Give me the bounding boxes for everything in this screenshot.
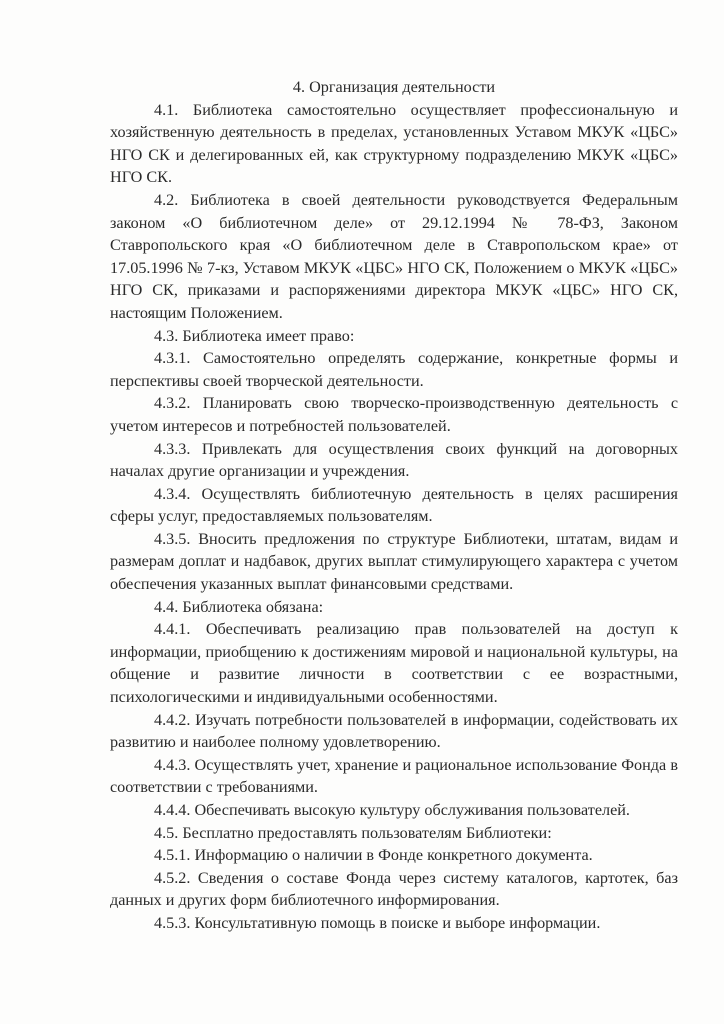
- section-title: 4. Организация деятельности: [292, 78, 496, 96]
- paragraph-4-3-1: 4.3.1. Самостоятельно определять содержание, конкретные формы и перспективы своей творческой деятельности.: [110, 349, 678, 390]
- paragraph-4-5-2: 4.5.2. Сведения о составе Фонда через систему каталогов, картотек, баз данных и других форм библиотечного информирования.: [110, 868, 678, 910]
- paragraph-4-4-2: 4.4.2. Изучать потребности пользователей в информации, содействовать их развитию и наиболее полному удовлетворению.: [110, 710, 678, 752]
- paragraph-4-4-1: 4.4.1. Обеспечивать реализацию прав пользователей на доступ к информации, приобщению к достижениям мировой и национальной культуры, на общение и развитие личности в соответствии с ее возрастными, психологическими и индивидуальными особенностями.: [110, 620, 678, 707]
- paragraph-4-5: 4.5. Бесплатно предоставлять пользователям Библиотеки:: [154, 823, 552, 842]
- paragraph-4-2: 4.2. Библиотека в своей деятельности руководствуется Федеральным законом «О библиотечном деле» от 29.12.1994 № 78-ФЗ, Законом Ставропольского края «О библиотечном деле в Ставропольском крае» от 17.05.1996 № 7-кз, Уставом МКУК «ЦБС» НГО СК, Положением о МКУК «ЦБС» НГО СК, приказами и распоряжениями директора МКУК «ЦБС» НГО СК, настоящим Положением.: [110, 190, 678, 322]
- paragraph-4-5-1: 4.5.1. Информацию о наличии в Фонде конкретного документа.: [154, 846, 593, 865]
- paragraph-4-3-2: 4.3.2. Планировать свою творческо-производственную деятельность с учетом интересов и потребностей пользователей.: [110, 394, 678, 435]
- paragraph-4-3-5: 4.3.5. Вносить предложения по структуре Библиотеки, штатам, видам и размерам доплат и надбавок, других выплат стимулирующего характера с учетом обеспечения указанных выплат финансовыми средствами.: [110, 529, 678, 594]
- paragraph-4-5-3: 4.5.3. Консультативную помощь в поиске и выборе информации.: [154, 913, 601, 932]
- paragraph-4-4-4: 4.4.4. Обеспечивать высокую культуру обслуживания пользователей.: [154, 801, 630, 819]
- document-body: [110, 76, 678, 935]
- paragraph-4-1: 4.1. Библиотека самостоятельно осуществляет профессиональную и хозяйственную деятельность в пределах, установленных Уставом МКУК «ЦБС» НГО СК и делегированных ей, как структурному подразделению МКУК «ЦБС» НГО СК.: [110, 100, 678, 187]
- paragraph-4-3: 4.3. Библиотека имеет право:: [154, 326, 355, 345]
- paragraph-4-4-3: 4.4.3. Осуществлять учет, хранение и рациональное использование Фонда в соответствии с требованиями.: [110, 755, 678, 797]
- paragraph-4-3-4: 4.3.4. Осуществлять библиотечную деятельность в целях расширения сферы услуг, предоставляемых пользователям.: [110, 484, 678, 526]
- paragraph-4-3-3: 4.3.3. Привлекать для осуществления своих функций на договорных началах другие организации и учреждения.: [110, 439, 678, 481]
- paragraph-4-4: 4.4. Библиотека обязана:: [154, 597, 324, 616]
